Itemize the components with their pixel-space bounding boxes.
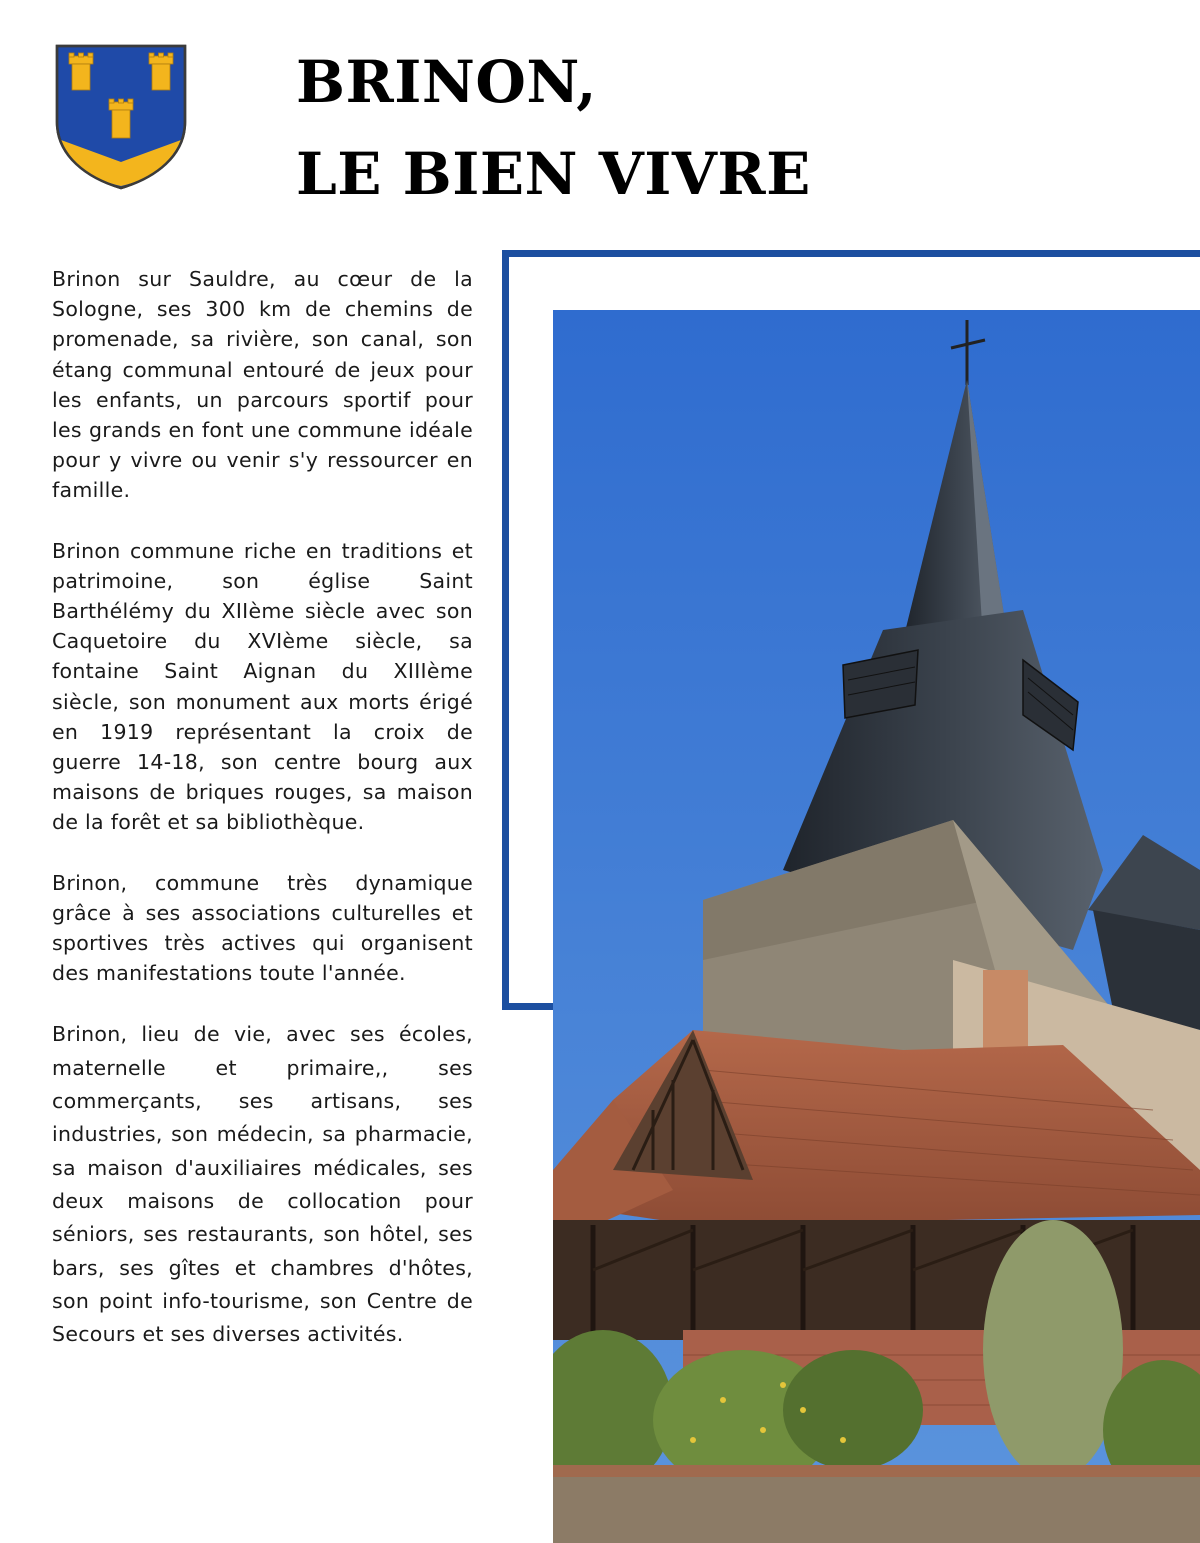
paragraph-heritage: Brinon commune riche en traditions et patrimoine, son église Saint Barthélémy du XIIème siècle avec son Caquetoire du XVIème siècle, sa fontaine Saint Aignan du XIIIème siècle, son monument aux morts érigé en 1919 représentant la croix de guerre 14-18, son centre bourg aux maisons de briques rouges, sa maison de la forêt et sa bibliothèque. <box>52 538 473 835</box>
body-text <box>52 264 473 1381</box>
title-line-2: LE BIEN VIVRE <box>296 140 811 208</box>
page-title <box>296 36 811 220</box>
church-photo <box>553 310 1200 1543</box>
paragraph-intro: Brinon sur Sauldre, au cœur de la Sologne, ses 300 km de chemins de promenade, sa rivière, son canal, son étang communal entouré de jeux pour les enfants, un parcours sportif pour les grands en font une commune idéale pour y vivre ou venir s'y ressourcer en famille. <box>52 267 473 503</box>
title-line-1: BRINON, <box>296 48 597 116</box>
paragraph-associations: Brinon, commune très dynamique grâce à ses associations culturelles et sportives très actives qui organisent des manifestations toute l'année. <box>52 870 473 986</box>
coat-of-arms-icon <box>55 44 187 190</box>
paragraph-services: Brinon, lieu de vie, avec ses écoles, maternelle et primaire,, ses commerçants, ses artisans, ses industries, son médecin, sa pharmacie, sa maison d'auxiliaires médicales, ses deux maisons de collocation pour séniors, ses restaurants, son hôtel, ses bars, ses gîtes et chambres d'hôtes, son point info-tourisme, son Centre de Secours et ses diverses activités. <box>52 1022 473 1347</box>
